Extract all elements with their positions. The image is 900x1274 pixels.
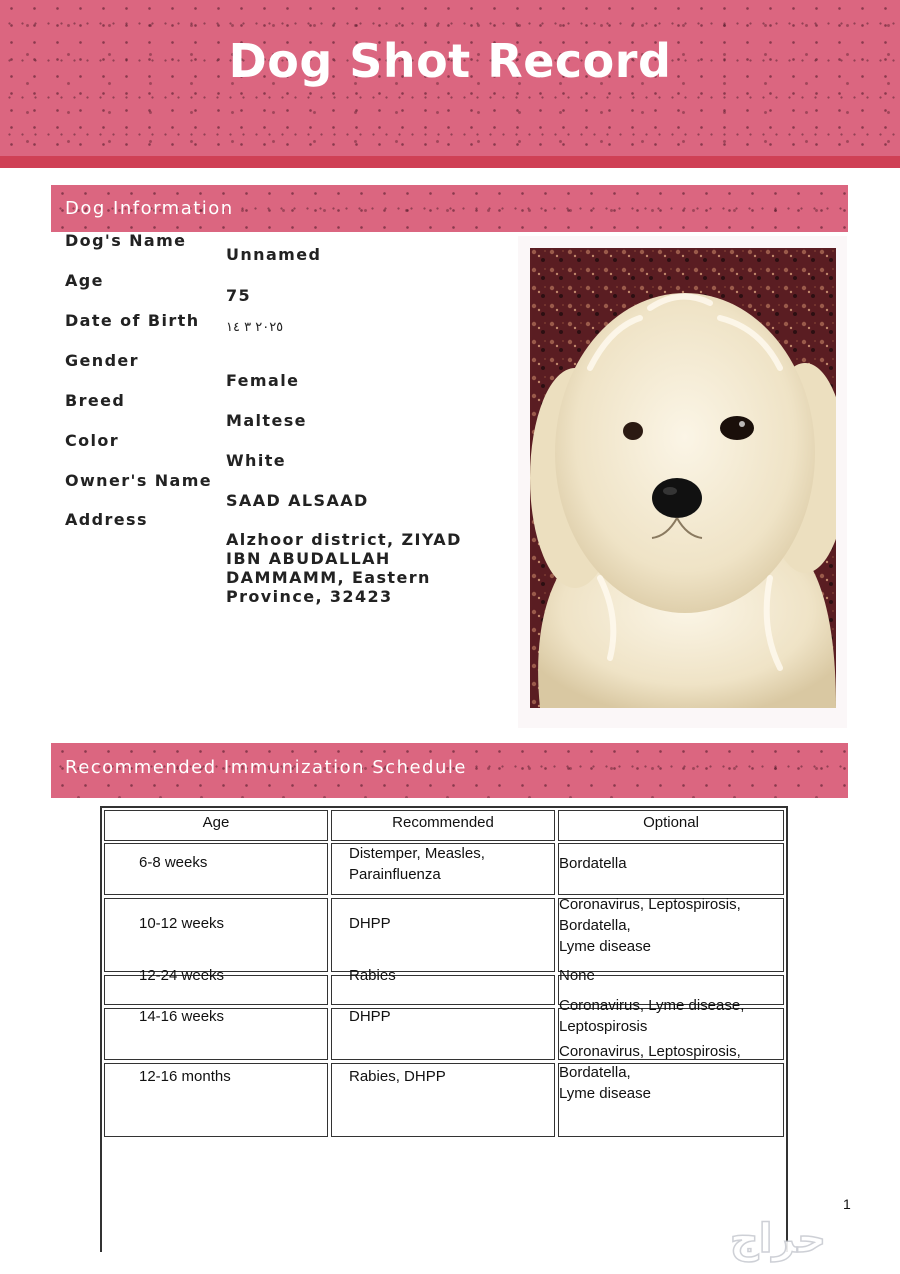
value-address: Alzhoor district, ZIYAD IBN ABUDALLAH DAMMAMM, Eastern Province, 32423 (226, 530, 462, 606)
value-owners-name: SAAD ALSAAD (226, 491, 369, 510)
label-color: Color (65, 431, 120, 450)
label-date-of-birth: Date of Birth (65, 311, 200, 330)
value-date-of-birth: ٢٠٢٥ ٣ ١٤ (226, 320, 284, 335)
value-breed: Maltese (226, 411, 307, 430)
value-dogs-name: Unnamed (226, 245, 322, 264)
table-frame-top (100, 806, 788, 808)
header-age: Age (202, 814, 230, 831)
row1-age: 6-8 weeks (139, 854, 208, 871)
label-breed: Breed (65, 391, 126, 410)
row5-optional: Coronavirus, Leptospirosis, Bordatella, Lyme disease (559, 1043, 741, 1102)
dog-information-title: Dog Information (65, 198, 234, 219)
table-cell (104, 843, 328, 895)
row3-age: 12-24 weeks (139, 967, 225, 984)
label-gender: Gender (65, 351, 139, 370)
schedule-title: Recommended Immunization Schedule (65, 757, 467, 778)
value-age: 75 (226, 286, 252, 305)
value-gender: Female (226, 371, 300, 390)
row4-recommended: DHPP (349, 1008, 391, 1025)
table-cell (331, 898, 555, 972)
page-title: Dog Shot Record (228, 34, 672, 88)
row5-recommended: Rabies, DHPP (349, 1068, 446, 1085)
header-optional: Optional (643, 814, 699, 831)
row2-age: 10-12 weeks (139, 915, 225, 932)
dog-photo (530, 248, 836, 708)
label-owners-name: Owner's Name (65, 471, 213, 490)
table-cell (104, 898, 328, 972)
schedule-header (51, 743, 848, 798)
label-age: Age (65, 271, 104, 290)
watermark-logo (662, 1214, 894, 1268)
row4-optional: Coronavirus, Lyme disease, Leptospirosis (559, 997, 745, 1035)
row3-recommended: Rabies (349, 967, 396, 984)
svg-text:حراج: حراج (729, 1216, 827, 1262)
value-color: White (226, 451, 287, 470)
dog-information-header (51, 185, 848, 232)
row1-recommended: Distemper, Measles, Parainfluenza (349, 845, 485, 883)
table-frame-left (100, 806, 102, 1252)
label-dogs-name: Dog's Name (65, 231, 187, 250)
page-number: 1 (843, 1196, 851, 1212)
row4-age: 14-16 weeks (139, 1008, 225, 1025)
table-frame-right (786, 806, 788, 1252)
row2-optional: Coronavirus, Leptospirosis, Bordatella, Lyme disease (559, 896, 741, 955)
row2-recommended: DHPP (349, 915, 391, 932)
row3-optional: None (559, 967, 595, 984)
dog-photo-image (530, 248, 836, 708)
header-recommended: Recommended (392, 814, 494, 831)
row5-age: 12-16 months (139, 1068, 231, 1085)
header-stripe (0, 156, 900, 168)
label-address: Address (65, 510, 148, 529)
row1-optional: Bordatella (559, 855, 627, 872)
